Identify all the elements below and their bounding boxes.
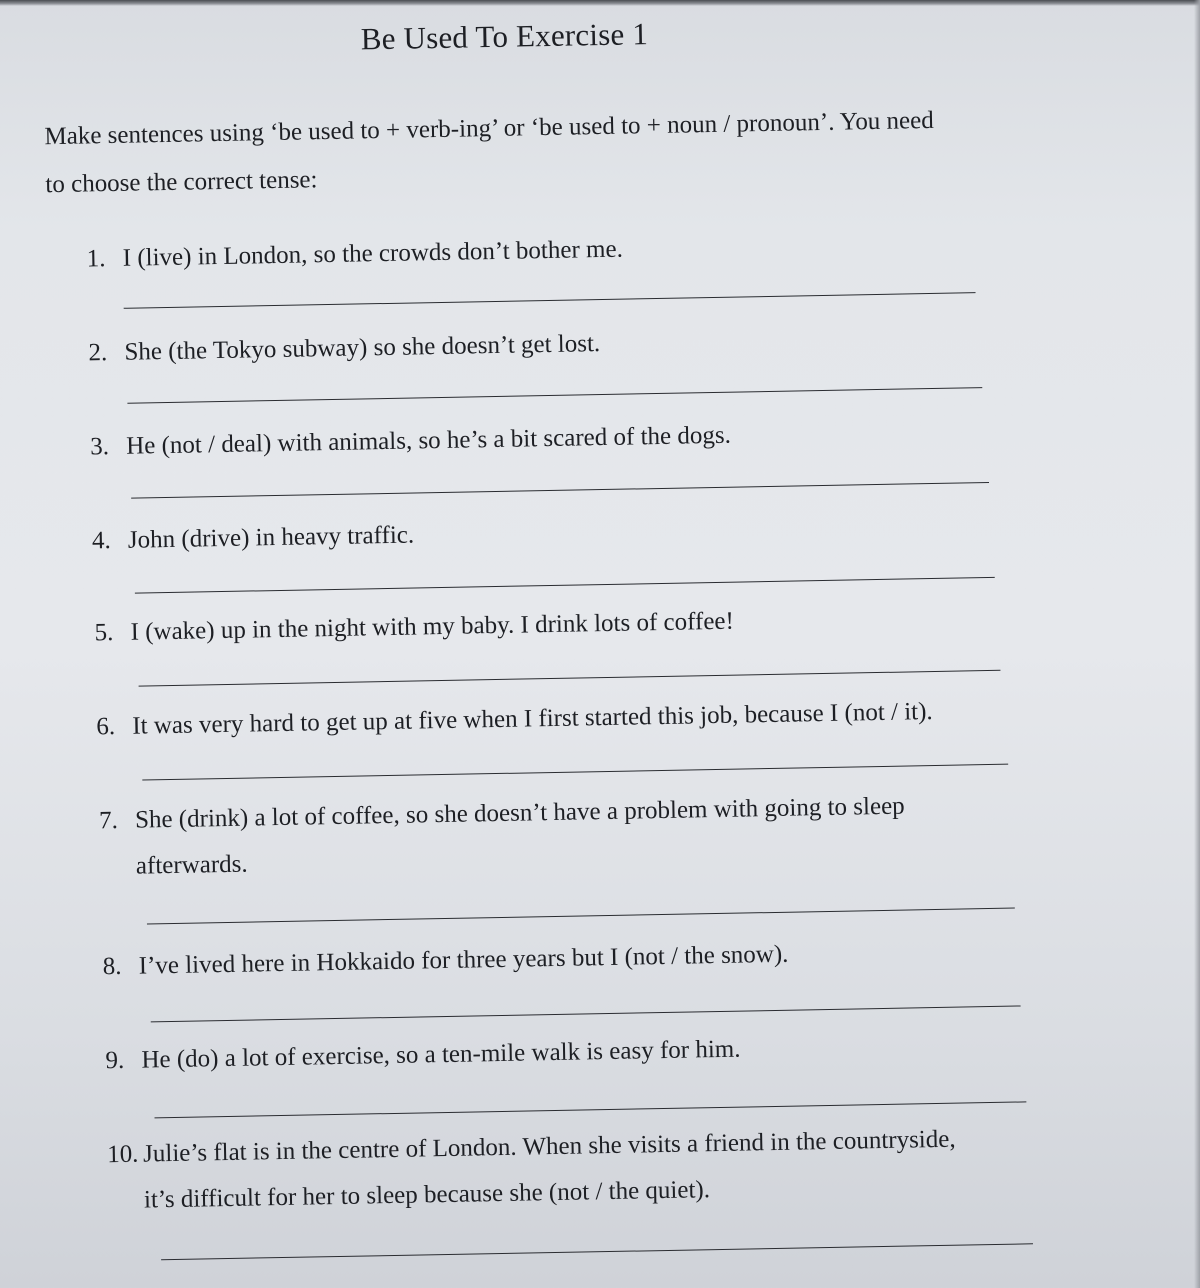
item-number: 1. bbox=[86, 245, 106, 273]
answer-line-5[interactable] bbox=[139, 670, 1001, 687]
item-number: 6. bbox=[96, 713, 116, 741]
exercise-item-7 bbox=[99, 784, 906, 891]
exercise-item-2 bbox=[88, 321, 601, 376]
exercise-item-10 bbox=[107, 1117, 957, 1225]
item-sentence: It was very hard to get up at five when I first started this job, because I (not / it). bbox=[132, 698, 933, 740]
answer-line-6[interactable] bbox=[142, 764, 1008, 781]
instructions-line-1: Make sentences using ‘be used to + verb-ing’ or ‘be used to + noun / pronoun’. You need bbox=[44, 106, 934, 151]
exercise-item-1 bbox=[86, 227, 623, 283]
item-number: 3. bbox=[89, 433, 110, 461]
item-number: 9. bbox=[105, 1046, 125, 1075]
item-number: 2. bbox=[88, 339, 108, 367]
exercise-item-9 bbox=[105, 1027, 741, 1085]
exercise-item-4 bbox=[92, 513, 415, 565]
answer-line-8[interactable] bbox=[151, 1005, 1021, 1022]
answer-line-7[interactable] bbox=[147, 908, 1015, 925]
exercise-item-8 bbox=[102, 932, 789, 991]
item-number: 4. bbox=[91, 527, 111, 555]
item-sentence-continued: it’s difficult for her to sleep because she (not / the quiet). bbox=[143, 1176, 711, 1214]
exercise-item-3 bbox=[90, 413, 731, 471]
item-sentence: He (not / deal) with animals, so he’s a bit scared of the dogs. bbox=[125, 421, 732, 460]
item-number: 8. bbox=[102, 952, 122, 981]
answer-line-10[interactable] bbox=[161, 1243, 1033, 1260]
item-sentence-continued: afterwards. bbox=[135, 850, 248, 880]
answer-line-9[interactable] bbox=[155, 1101, 1027, 1118]
item-number: 5. bbox=[94, 619, 114, 647]
instructions-line-2: to choose the correct tense: bbox=[45, 166, 318, 199]
item-sentence: John (drive) in heavy traffic. bbox=[127, 521, 415, 554]
exercise-item-5 bbox=[94, 599, 734, 657]
item-sentence: He (do) a lot of exercise, so a ten-mile walk is easy for him. bbox=[141, 1035, 741, 1074]
answer-line-1[interactable] bbox=[124, 292, 976, 309]
exercise-item-6 bbox=[96, 689, 933, 750]
item-number: 7. bbox=[98, 806, 119, 835]
instructions bbox=[44, 95, 1036, 209]
answer-line-2[interactable] bbox=[127, 387, 982, 404]
answer-line-3[interactable] bbox=[131, 482, 989, 499]
item-sentence: I’ve lived here in Hokkaido for three years but I (not / the snow). bbox=[138, 940, 789, 980]
answer-line-4[interactable] bbox=[135, 577, 995, 594]
worksheet-title: Be Used To Exercise 1 bbox=[360, 16, 649, 57]
item-number: 10. bbox=[106, 1140, 139, 1169]
item-sentence: I (wake) up in the night with my baby. I drink lots of coffee! bbox=[130, 607, 735, 646]
item-sentence: She (the Tokyo subway) so she doesn’t get lost. bbox=[124, 330, 601, 366]
item-sentence: Julie’s flat is in the centre of London. When she visits a friend in the countryside, bbox=[142, 1125, 956, 1168]
item-sentence: She (drink) a lot of coffee, so she doesn’t have a problem with going to sleep bbox=[134, 792, 905, 834]
item-sentence: I (live) in London, so the crowds don’t bother me. bbox=[122, 235, 624, 272]
